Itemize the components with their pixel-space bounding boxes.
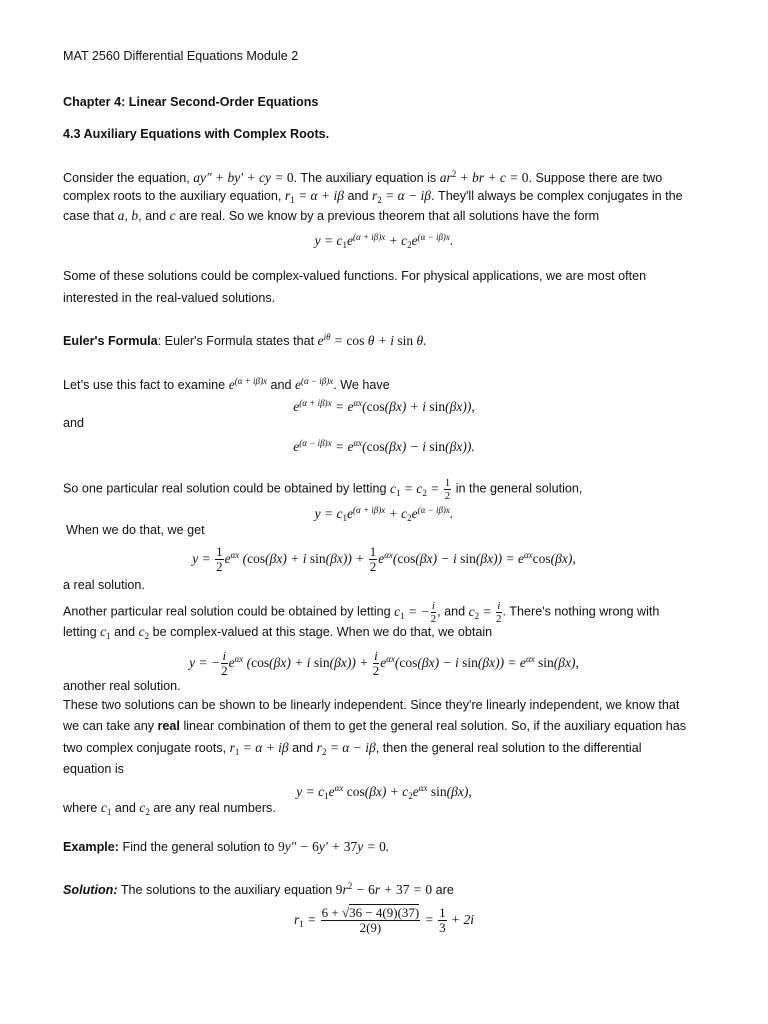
real-solution-cos: y = $\frac{1}{2}$ $e^{\alpha x}$ (cos(βx) + i sin(βx)) + $\frac{1}{2}$ $e^{\alpha x}(\cos(\beta x) - i$ $\sin(\beta x)) = e^{\alpha x}\cos(\beta x)$,	[192, 544, 576, 575]
another-line: Another particular real solution could be obtained by letting $c_1$ = − $\frac{i}{2}$ , and $c_2$ = $\frac{i}{2}$ . There's nothing wrong with	[63, 600, 660, 625]
euler-expansion-minus: $e^{(\alpha - i\beta)x} = e^{\alpha x}(\cos(\beta x) - i$ sin(βx)).	[293, 438, 475, 454]
independent-line-1: These two solutions can be shown to be linearly independent. Since they're linearly independent, we know that	[63, 698, 680, 712]
intro-line-1: Consider the equation, ay″ + by′ + cy = 0. The auxiliary equation is $ar^2$ + br + c = 0. Suppose there are two	[63, 169, 663, 185]
section-heading: 4.3 Auxiliary Equations with Complex Roots.	[63, 127, 330, 141]
general-real-solution: $y = c_1e^{\alpha x}$ $\cos(\beta x) + c_2e^{\alpha x}$ sin(βx),	[296, 783, 472, 801]
lets-use-line: Let’s use this fact to examine $e^{(\alpha + i\beta)x}$ and $e^{(\alpha - i\beta)x}$. We have	[63, 376, 390, 392]
math-equation: ay″ + by′ + cy = 0	[193, 170, 294, 185]
when-we-line: When we do that, we get	[66, 523, 205, 537]
root-formula: $r_1$ = $\frac{6 + √36 - 4(9)(37)}{2(9)}$ = $\frac{1}{3}$ + 2i	[293, 905, 475, 936]
para2-line-1: Some of these solutions could be complex-valued functions. For physical applications, we are most often	[63, 269, 647, 283]
independent-line-4: equation is	[63, 762, 124, 776]
letting-line: letting $c_1$ and $c_2$ be complex-valued at this stage. When we do that, we obtain	[63, 624, 493, 641]
one-particular-line: So one particular real solution could be obtained by letting $c_1 = c_2$ = $\frac{1}{2}$ in the general solution,	[63, 477, 583, 502]
and-word: and	[63, 416, 85, 430]
intro-line-3: case that a, b, and c are real. So we know by a previous theorem that all solutions have the form	[63, 208, 600, 223]
euler-expansion-plus: $e^{(\alpha + i\beta)x} = e^{\alpha x}(\cos(\beta x) + i$ sin(βx)),	[293, 398, 475, 414]
chapter-heading: Chapter 4: Linear Second-Order Equations	[63, 95, 319, 109]
intro-line-2: complex roots to the auxiliary equation, $r_1 = \alpha + i\beta$ and $r_2 = \alpha - i\beta$. They'll always be complex conjugates in the	[63, 188, 683, 205]
real-solution-sin: y = − $\frac{i}{2}$ $e^{\alpha x}$ (cos(βx) + i sin(βx)) + $\frac{i}{2}$ $e^{\alpha x}(\cos(\beta x) - i$ $\sin(\beta x)) = e^{\alpha x}$ sin(βx),	[189, 648, 579, 679]
general-form-equation: $y = c_1e^{(\alpha + i\beta)x} + c_2e^{(\alpha - i\beta)x}$.	[314, 232, 454, 250]
independent-line-3: two complex conjugate roots, $r_1 = \alpha + i\beta$ and $r_2 = \alpha - i\beta$, then the general real solution to the differential	[63, 740, 642, 757]
where-line: where $c_1$ and $c_2$ are any real numbers.	[63, 800, 276, 817]
another-real-text: another real solution.	[63, 679, 181, 693]
para2-line-2: interested in the real-valued solutions.	[63, 291, 276, 305]
general-solution-repeat: $y = c_1e^{(\alpha + i\beta)x} + c_2e^{(\alpha - i\beta)x}$.	[314, 505, 454, 523]
module-header: MAT 2560 Differential Equations Module 2	[63, 49, 299, 63]
example-line: Example: Find the general solution to 9y″ − 6y′ + 37y = 0.	[63, 839, 390, 854]
independent-line-2: we can take any real linear combination of them to get the general real solution. So, if the auxiliary equation has	[63, 719, 687, 733]
solution-line: Solution: The solutions to the auxiliary equation $9r^2 - 6r + 37 = 0$ are	[63, 881, 454, 897]
euler-formula: Euler's Formula: Euler's Formula states that $e^{i\theta} = \cos \theta + i$ sin θ.	[63, 332, 427, 348]
real-solution-text: a real solution.	[63, 578, 145, 592]
math-aux-equation: $ar^2$ + br + c = 0	[439, 169, 529, 185]
